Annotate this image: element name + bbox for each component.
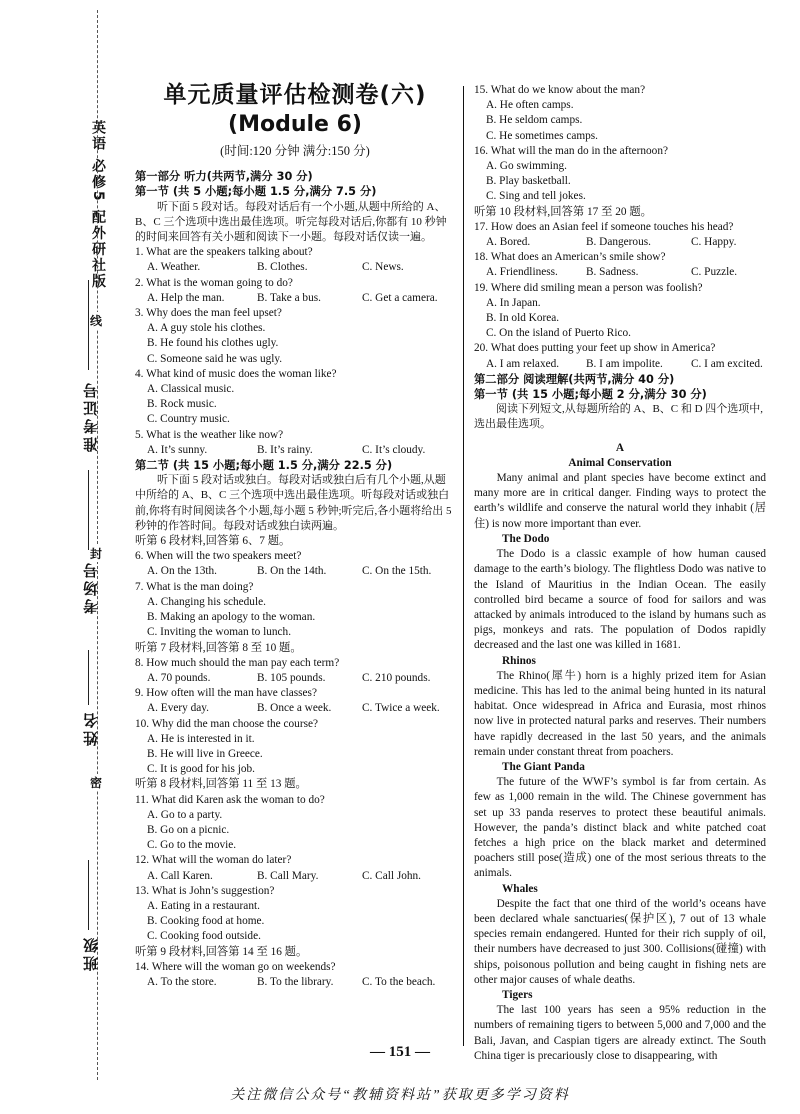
passage-subhead-tigers: Tigers (502, 988, 533, 1001)
question-stem: 20. What does putting your feet up show in America? (474, 342, 716, 355)
left-column (135, 80, 455, 990)
question-stem: 12. What will the woman do later? (135, 854, 292, 867)
option-b: B. Take a bus. (257, 291, 321, 304)
series-label: 英语 必修5 配外研社版 (90, 120, 106, 290)
time-limit: (时间:120 分钟 满分:150 分) (220, 144, 370, 158)
option-c: C. Sing and tell jokes. (486, 190, 586, 203)
passage-title: Animal Conservation (568, 456, 672, 469)
option-c: C. Inviting the woman to lunch. (147, 626, 292, 639)
option-a: A. He often camps. (486, 99, 574, 112)
option-a: A. In Japan. (486, 296, 541, 309)
question-stem: 11. What did Karen ask the woman to do? (135, 793, 325, 806)
option-b: B. Cooking food at home. (147, 915, 265, 928)
option-a: A. Bored. (486, 236, 531, 249)
part1-sec1-instructions: 听下面 5 段对话。每段对话后有一个小题,从题中所给的 A、B、C 三个选项中选出最佳选项。听完每段对话后,你都有 10 秒钟的时间来回答有关小题和阅读下一小题。每段对话仅读一遍。 (135, 200, 447, 244)
column-divider (463, 86, 464, 1046)
question-stem: 18. What does an American’s smile show? (474, 251, 666, 264)
option-c: C. Go to the movie. (147, 839, 237, 852)
material-note: 听第 8 段材料,回答第 11 至 13 题。 (135, 778, 307, 791)
material-note: 听第 10 段材料,回答第 17 至 20 题。 (474, 205, 652, 218)
option-c: C. Happy. (691, 236, 737, 249)
option-a: A. On the 13th. (147, 565, 217, 578)
field-exam-id: 准考证号 (82, 380, 100, 452)
seal-mark-line: 线 (90, 314, 103, 328)
option-a: A. Call Karen. (147, 869, 213, 882)
seal-mark-mi: 密 (90, 776, 103, 790)
option-c: C. 210 pounds. (362, 671, 431, 684)
question-stem: 4. What kind of music does the woman like? (135, 367, 337, 380)
option-c: C. Someone said he was ugly. (147, 352, 283, 365)
field-name-line (88, 650, 89, 705)
option-c: C. I am excited. (691, 357, 763, 370)
question-9 (135, 686, 455, 716)
question-stem: 5. What is the weather like now? (135, 428, 284, 441)
option-b: B. Once a week. (257, 702, 332, 715)
question-1 (135, 245, 455, 275)
passage-subhead-panda: The Giant Panda (502, 760, 585, 773)
question-12 (135, 853, 455, 883)
part2-sec1-heading: 第一节 (共 15 小题;每小题 2 分,满分 30 分) (474, 388, 707, 402)
question-16 (474, 144, 766, 205)
option-c: C. On the 15th. (362, 565, 432, 578)
option-a: A. A guy stole his clothes. (147, 322, 266, 335)
field-class: 班级 (82, 935, 100, 971)
option-b: B. 105 pounds. (257, 671, 326, 684)
field-exam-id-line (88, 280, 89, 370)
question-stem: 19. Where did smiling mean a person was foolish? (474, 281, 703, 294)
passage-rhinos: The Rhino(犀牛) horn is a highly prized item for Asian medicine. This has led to the animal being hunted in its natural habitat. Once widespread in Africa and Eurasia, most rhinos now live in protected natural parks and reserves. Their numbers have rapidly decreased in the last 50 years, and the animals remain under constant threat from poachers. (474, 669, 766, 758)
question-5 (135, 428, 455, 458)
question-stem: 7. What is the man doing? (135, 580, 254, 593)
part2-sec1-instructions: 阅读下列短文,从每题所给的 A、B、C 和 D 四个选项中,选出最佳选项。 (474, 403, 764, 431)
option-c: C. Call John. (362, 869, 421, 882)
option-b: B. Play basketball. (486, 175, 571, 188)
option-c: C. It is good for his job. (147, 763, 255, 776)
page-title: 单元质量评估检测卷(六) (163, 82, 427, 108)
option-a: A. Eating in a restaurant. (147, 899, 260, 912)
material-note: 听第 7 段材料,回答第 8 至 10 题。 (135, 641, 302, 654)
question-stem: 14. Where will the woman go on weekends? (135, 960, 336, 973)
option-a: A. To the store. (147, 975, 217, 988)
option-c: C. News. (362, 261, 404, 274)
question-stem: 9. How often will the man have classes? (135, 687, 317, 700)
option-a: A. Help the man. (147, 291, 225, 304)
question-18 (474, 250, 766, 280)
question-14 (135, 960, 455, 990)
question-stem: 16. What will the man do in the afternoon? (474, 144, 668, 157)
option-b: B. It’s rainy. (257, 443, 313, 456)
option-b: B. On the 14th. (257, 565, 327, 578)
material-note: 听第 6 段材料,回答第 6、7 题。 (135, 535, 291, 548)
page-number: — 151 — (370, 1044, 430, 1060)
question-15 (474, 83, 766, 144)
field-exam-room-line (88, 470, 89, 550)
question-2 (135, 276, 455, 306)
option-b: B. I am impolite. (586, 357, 663, 370)
part1-heading: 第一部分 听力(共两节,满分 30 分) (135, 170, 313, 184)
option-b: B. Sadness. (586, 266, 639, 279)
question-stem: 3. Why does the man feel upset? (135, 307, 282, 320)
question-stem: 2. What is the woman going to do? (135, 276, 293, 289)
option-a: A. It’s sunny. (147, 443, 208, 456)
part1-sec1-heading: 第一节 (共 5 小题;每小题 1.5 分,满分 7.5 分) (135, 185, 377, 199)
option-b: B. He will live in Greece. (147, 747, 263, 760)
question-19 (474, 281, 766, 342)
option-a: A. Go swimming. (486, 160, 567, 173)
question-stem: 1. What are the speakers talking about? (135, 246, 313, 259)
question-7 (135, 580, 455, 641)
option-b: B. Making an apology to the woman. (147, 611, 316, 624)
option-a: A. I am relaxed. (486, 357, 560, 370)
option-b: B. He found his clothes ugly. (147, 337, 279, 350)
question-stem: 8. How much should the man pay each term? (135, 656, 340, 669)
part1-sec2-instructions: 听下面 5 段对话或独白。每段对话或独白后有几个小题,从题中所给的 A、B、C 三个选项中选出最佳选项。听每段对话或独白前,你将有时间阅读各个小题,每小题 5 秒钟;听完后,各小题将给出 5 秒钟的作答时间。每段对话或独白读两遍。 (135, 474, 452, 532)
question-10 (135, 717, 455, 778)
option-b: B. Go on a picnic. (147, 823, 230, 836)
passage-subhead-whales: Whales (502, 882, 538, 895)
option-b: B. Rock music. (147, 398, 217, 411)
option-c: C. Country music. (147, 413, 230, 426)
question-stem: 17. How does an Asian feel if someone touches his head? (474, 220, 734, 233)
field-exam-room: 考场号 (82, 560, 100, 614)
option-b: B. Clothes. (257, 261, 308, 274)
option-a: A. Weather. (147, 261, 201, 274)
option-b: B. In old Korea. (486, 312, 560, 325)
question-11 (135, 793, 455, 854)
question-3 (135, 306, 455, 367)
right-column (474, 83, 766, 1064)
option-c: C. Twice a week. (362, 702, 440, 715)
option-b: B. Dangerous. (586, 236, 651, 249)
material-note: 听第 9 段材料,回答第 14 至 16 题。 (135, 945, 308, 958)
option-c: C. Puzzle. (691, 266, 738, 279)
option-b: B. To the library. (257, 975, 334, 988)
option-c: C. To the beach. (362, 975, 436, 988)
question-stem: 10. Why did the man choose the course? (135, 717, 319, 730)
question-8 (135, 656, 455, 686)
option-c: C. It’s cloudy. (362, 443, 426, 456)
part1-sec2-heading: 第二节 (共 15 小题;每小题 1.5 分,满分 22.5 分) (135, 459, 393, 473)
option-a: A. Friendliness. (486, 266, 558, 279)
option-c: C. He sometimes camps. (486, 129, 599, 142)
option-a: A. Classical music. (147, 383, 235, 396)
question-6 (135, 549, 455, 579)
passage-intro: Many animal and plant species have become extinct and many more are in critical danger. Finding ways to protect the earth’s wildlife and conserve the natural world they inhabit (居住) is now more important than ever. (474, 472, 766, 530)
field-name: 姓名 (82, 710, 100, 746)
option-a: A. He is interested in it. (147, 732, 255, 745)
option-a: A. Changing his schedule. (147, 595, 266, 608)
passage-dodo: The Dodo is a classic example of how human caused damage to the earth’s biology. The flightless Dodo was native to the Island of Mauritius in the Indian Ocean. The easily controlled bird became a source of food for sailors and was attacked by animals introduced to the island by humans such as pigs, monkeys and rats. The population of Dodos rapidly decreased and the last one was killed in 1681. (474, 548, 766, 652)
question-stem: 6. When will the two speakers meet? (135, 550, 302, 563)
question-4 (135, 367, 455, 428)
page-subtitle: (Module 6) (228, 112, 362, 137)
passage-panda: The future of the WWF’s symbol is far from certain. As few as 1,000 remain in the wild. The Chinese government has set up 33 panda reserves to protect these beautiful animals. However, the panda’s distinct black and white patched coat fetches a high price on the black market and determined poachers still pose(造成) one of the most serious threats to the animals. (474, 776, 766, 880)
question-20 (474, 341, 766, 371)
option-c: C. On the island of Puerto Rico. (486, 327, 631, 340)
field-class-line (88, 860, 89, 930)
question-stem: 15. What do we know about the man? (474, 84, 646, 96)
binding-strip (0, 0, 118, 1114)
passage-whales: Despite the fact that one third of the world’s oceans have been declared whale sanctuaries(保护区), 7 out of 13 whale species remain endangered. Hunted for their rich supply of oil, their numbers have decreased to just 300. Collisions(碰撞) with ships, poisonous pollution and being caught in fishing nets are other major causes of whale deaths. (474, 897, 766, 986)
seal-mark-feng: 封 (90, 547, 103, 561)
footer-note: 关注微信公众号“教辅资料站”获取更多学习资料 (230, 1088, 570, 1103)
option-a: A. Every day. (147, 702, 210, 715)
option-a: A. 70 pounds. (147, 671, 211, 684)
question-17 (474, 220, 766, 250)
option-b: B. Call Mary. (257, 869, 319, 882)
question-13 (135, 884, 455, 945)
option-b: B. He seldom camps. (486, 114, 583, 127)
option-c: C. Get a camera. (362, 291, 438, 304)
option-a: A. Go to a party. (147, 808, 223, 821)
option-c: C. Cooking food outside. (147, 930, 261, 943)
part2-heading: 第二部分 阅读理解(共两节,满分 40 分) (474, 372, 675, 386)
passage-subhead-dodo: The Dodo (502, 532, 550, 545)
passage-subhead-rhinos: Rhinos (502, 654, 536, 667)
passage-label: A (615, 441, 625, 454)
passage-tigers: The last 100 years has seen a 95% reduction in the numbers of remaining tigers to between 5,000 and 7,000 and the Bali, Javan, and Caspian tigers are already extinct. The South China tiger is precariously close to disappearing, with (474, 1004, 766, 1062)
question-stem: 13. What is John’s suggestion? (135, 884, 275, 897)
